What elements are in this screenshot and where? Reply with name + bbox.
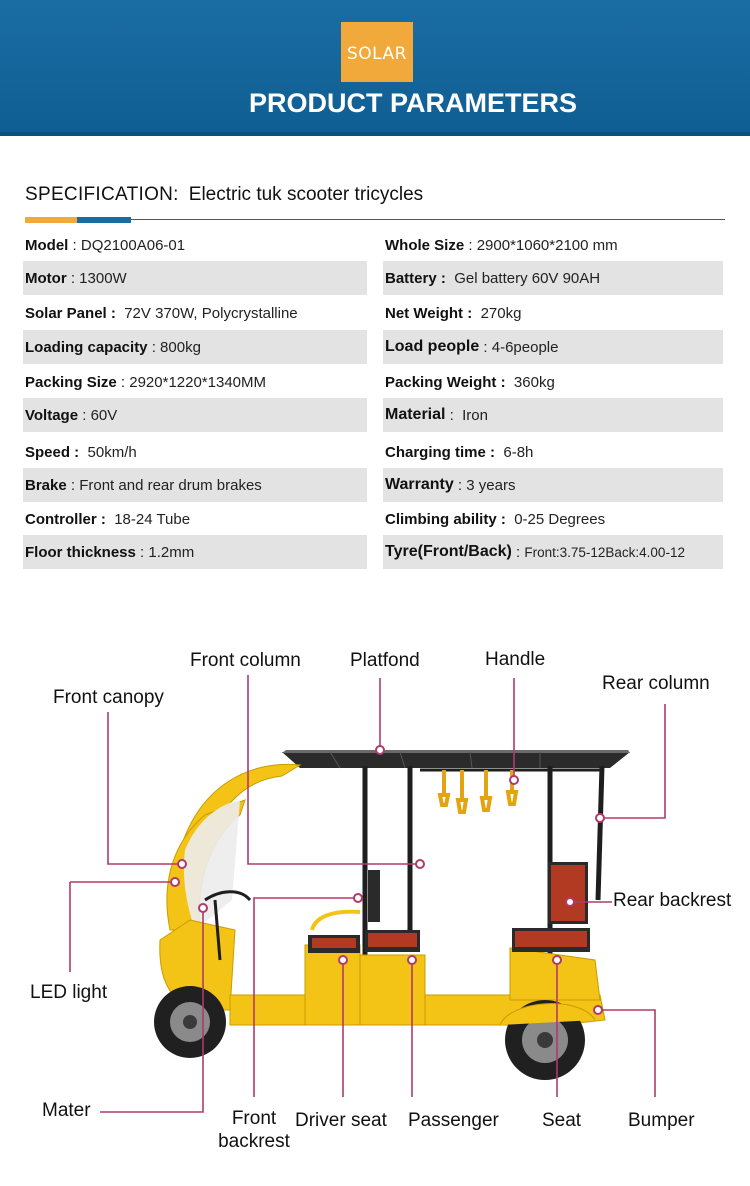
hanging-handles	[440, 770, 516, 812]
spec-value-sep	[116, 305, 124, 322]
spec-value: 50km/h	[87, 443, 137, 461]
front-canopy	[160, 764, 300, 1010]
spec-label: Whole Size	[385, 236, 465, 254]
label-front-backrest-line1: Front	[231, 1108, 277, 1129]
spec-value-sep: :	[66, 269, 80, 287]
spec-label: Voltage	[25, 406, 79, 424]
label-rear-column: Rear column	[602, 673, 710, 694]
spec-label: Packing Size	[25, 373, 117, 391]
spec-value-sep	[106, 511, 114, 528]
spec-value-sep: :	[445, 406, 463, 424]
spec-value: Iron	[462, 406, 488, 424]
spec-cell	[23, 296, 367, 330]
label-bumper: Bumper	[628, 1110, 695, 1131]
spec-label: Speed :	[25, 443, 80, 461]
spec-value-sep	[506, 374, 514, 391]
spec-label: Controller :	[25, 510, 106, 528]
spec-value-sep	[79, 444, 87, 461]
heading-accent-blue	[77, 217, 131, 223]
spec-value: 270kg	[480, 304, 522, 322]
label-platfond: Platfond	[350, 650, 420, 671]
spec-value: 800kg	[160, 338, 201, 356]
front-wheel	[154, 986, 226, 1058]
spec-value-sep: :	[464, 236, 477, 254]
spec-cell	[383, 296, 723, 330]
spec-value: Front:3.75-12Back:4.00-12	[524, 544, 685, 560]
spec-label: Solar Panel :	[25, 304, 116, 322]
spec-cell	[383, 468, 723, 502]
spec-cell	[383, 502, 723, 536]
spec-value-sep: :	[479, 338, 492, 356]
spec-value-sep: :	[453, 476, 467, 494]
spec-cell	[23, 398, 367, 432]
spec-cell	[23, 468, 367, 502]
spec-value: 360kg	[513, 373, 555, 391]
header-banner	[0, 0, 750, 136]
spec-label: Warranty	[385, 476, 454, 493]
solar-tag: SOLAR	[341, 22, 413, 82]
label-seat: Seat	[542, 1110, 582, 1131]
spec-value-sep: :	[66, 476, 80, 494]
spec-label: Net Weight :	[385, 304, 473, 322]
spec-heading	[25, 184, 423, 206]
spec-value: 0-25 Degrees	[514, 510, 606, 528]
spec-cell	[23, 261, 367, 295]
label-mater: Mater	[42, 1100, 91, 1121]
spec-value-sep: :	[68, 236, 81, 254]
spec-value: 1300W	[79, 269, 127, 287]
spec-value-sep	[472, 305, 480, 322]
spec-value-sep: :	[78, 406, 91, 424]
spec-value: 2900*1060*2100 mm	[476, 236, 618, 254]
spec-value: 2920*1220*1340MM	[129, 373, 267, 391]
spec-heading-value: Electric tuk scooter tricycles	[188, 184, 424, 205]
spec-label: Model	[25, 236, 69, 254]
spec-value: 60V	[90, 406, 118, 424]
spec-label: Load people	[385, 338, 480, 355]
label-rear-backrest: Rear backrest	[613, 890, 732, 911]
spec-value: 6-8h	[503, 443, 534, 461]
label-passenger: Passenger	[408, 1110, 499, 1131]
spec-cell	[383, 330, 723, 364]
label-front-column: Front column	[190, 650, 301, 671]
spec-label: Brake	[25, 476, 67, 494]
spec-label: Charging time :	[385, 443, 496, 461]
spec-cell	[383, 261, 723, 295]
spec-value-sep	[506, 511, 514, 528]
spec-cell	[23, 502, 367, 536]
spec-cell	[23, 535, 367, 569]
label-driver-seat: Driver seat	[295, 1110, 387, 1131]
label-front-canopy: Front canopy	[53, 687, 164, 708]
spec-cell	[383, 228, 723, 262]
tricycle-diagram	[0, 600, 750, 1186]
spec-value: Front and rear drum brakes	[79, 476, 262, 494]
spec-cell	[383, 435, 723, 469]
spec-value: Gel battery 60V 90AH	[454, 269, 601, 287]
spec-cell	[383, 535, 723, 569]
spec-value: DQ2100A06-01	[80, 236, 186, 254]
spec-label: Packing Weight :	[385, 373, 506, 391]
spec-heading-key: SPECIFICATION:	[25, 184, 179, 205]
spec-label: Battery :	[385, 269, 446, 287]
spec-value-sep: :	[147, 338, 161, 356]
label-front-backrest-line2: backrest	[218, 1130, 290, 1152]
spec-value-sep: :	[116, 373, 130, 391]
spec-cell	[383, 398, 723, 432]
spec-label: Tyre(Front/Back)	[385, 543, 512, 560]
spec-cell	[23, 228, 367, 262]
heading-accent-orange	[25, 217, 77, 223]
spec-label: Floor thickness	[25, 543, 136, 561]
spec-label: Motor	[25, 269, 67, 287]
spec-label: Material	[385, 406, 446, 423]
spec-value: 18-24 Tube	[114, 510, 191, 528]
spec-value: 4-6people	[491, 338, 559, 356]
spec-cell	[23, 365, 367, 399]
label-led-light: LED light	[30, 982, 108, 1003]
label-handle: Handle	[485, 649, 546, 670]
spec-label: Climbing ability :	[385, 510, 506, 528]
spec-value-sep: :	[511, 543, 525, 561]
spec-cell	[23, 435, 367, 469]
spec-value-sep	[446, 270, 454, 287]
spec-value-sep	[495, 444, 503, 461]
spec-cell	[23, 330, 367, 364]
spec-cell	[383, 365, 723, 399]
spec-value-sep: :	[135, 543, 149, 561]
spec-value: 72V 370W, Polycrystalline	[124, 304, 298, 322]
spec-label: Loading capacity	[25, 338, 148, 356]
spec-value: 1.2mm	[148, 543, 195, 561]
solar-roof	[282, 750, 630, 768]
label-front-backrest	[214, 1108, 294, 1154]
page-title: PRODUCT PARAMETERS	[248, 88, 577, 118]
spec-value: 3 years	[466, 476, 516, 494]
